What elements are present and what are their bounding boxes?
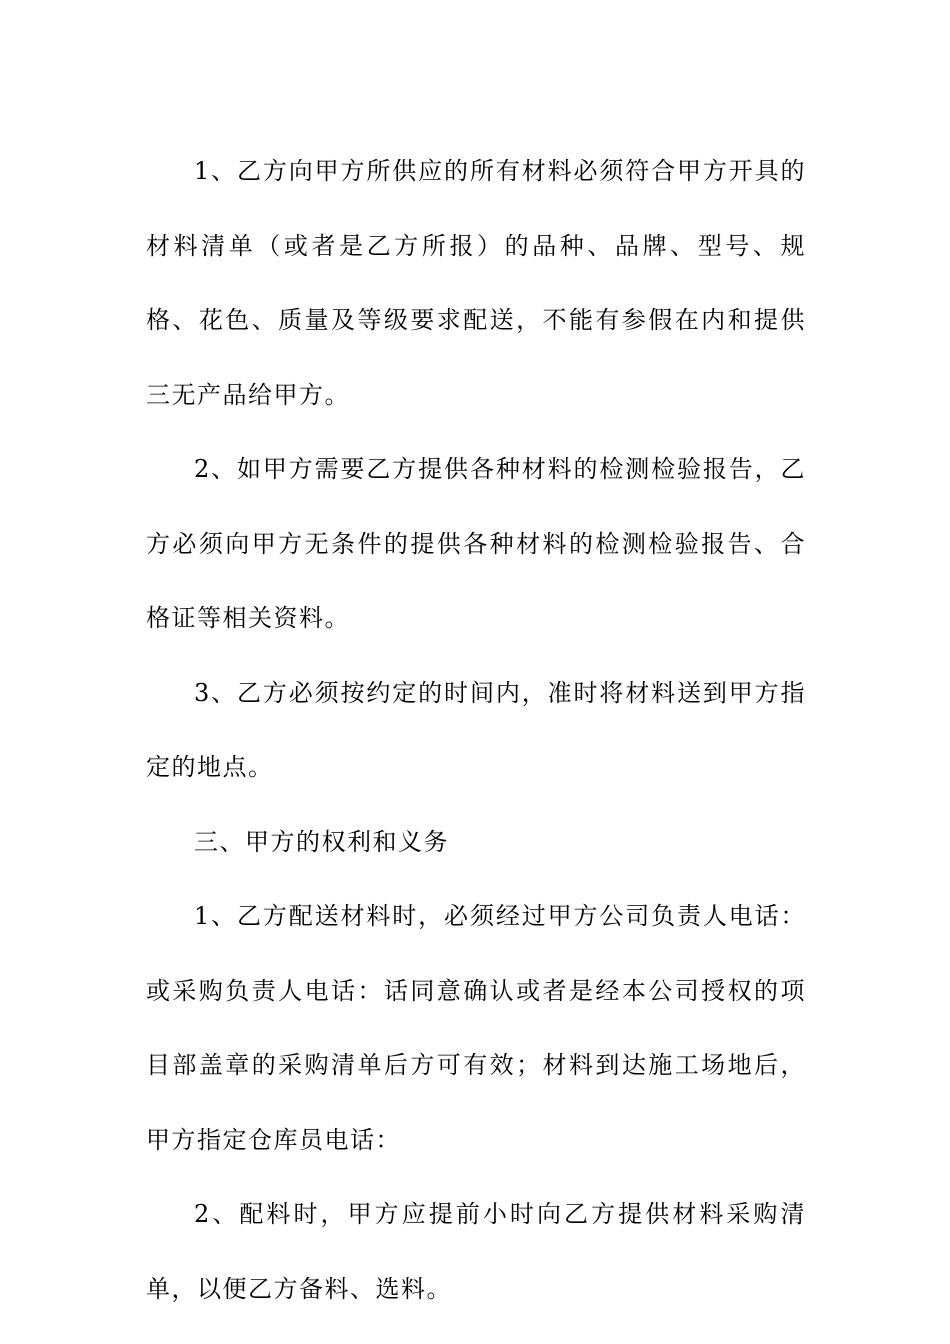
paragraph-purchase-list: 2、配料时，甲方应提前小时向乙方提供材料采购清单，以便乙方备料、选料。 <box>146 1200 806 1303</box>
document-body <box>146 134 806 1326</box>
paragraph-delivery-confirmation: 1、乙方配送材料时，必须经过甲方公司负责人电话：或采购负责人电话：话同意确认或者是经本公司授权的项目部盖章的采购清单后方可有效；材料到达施工场地后，甲方指定仓库员电话： <box>146 902 806 1154</box>
paragraph-inspection-reports: 2、如甲方需要乙方提供各种材料的检测检验报告，乙方必须向甲方无条件的提供各种材料的检测检验报告、合格证等相关资料。 <box>146 455 806 632</box>
paragraph-delivery-time: 3、乙方必须按约定的时间内，准时将材料送到甲方指定的地点。 <box>146 678 806 781</box>
paragraph-supply-requirements: 1、乙方向甲方所供应的所有材料必须符合甲方开具的材料清单（或者是乙方所报）的品种、品牌、型号、规格、花色、质量及等级要求配送，不能有参假在内和提供三无产品给甲方。 <box>146 157 806 409</box>
section-heading-party-a-rights: 三、甲方的权利和义务 <box>194 827 449 856</box>
